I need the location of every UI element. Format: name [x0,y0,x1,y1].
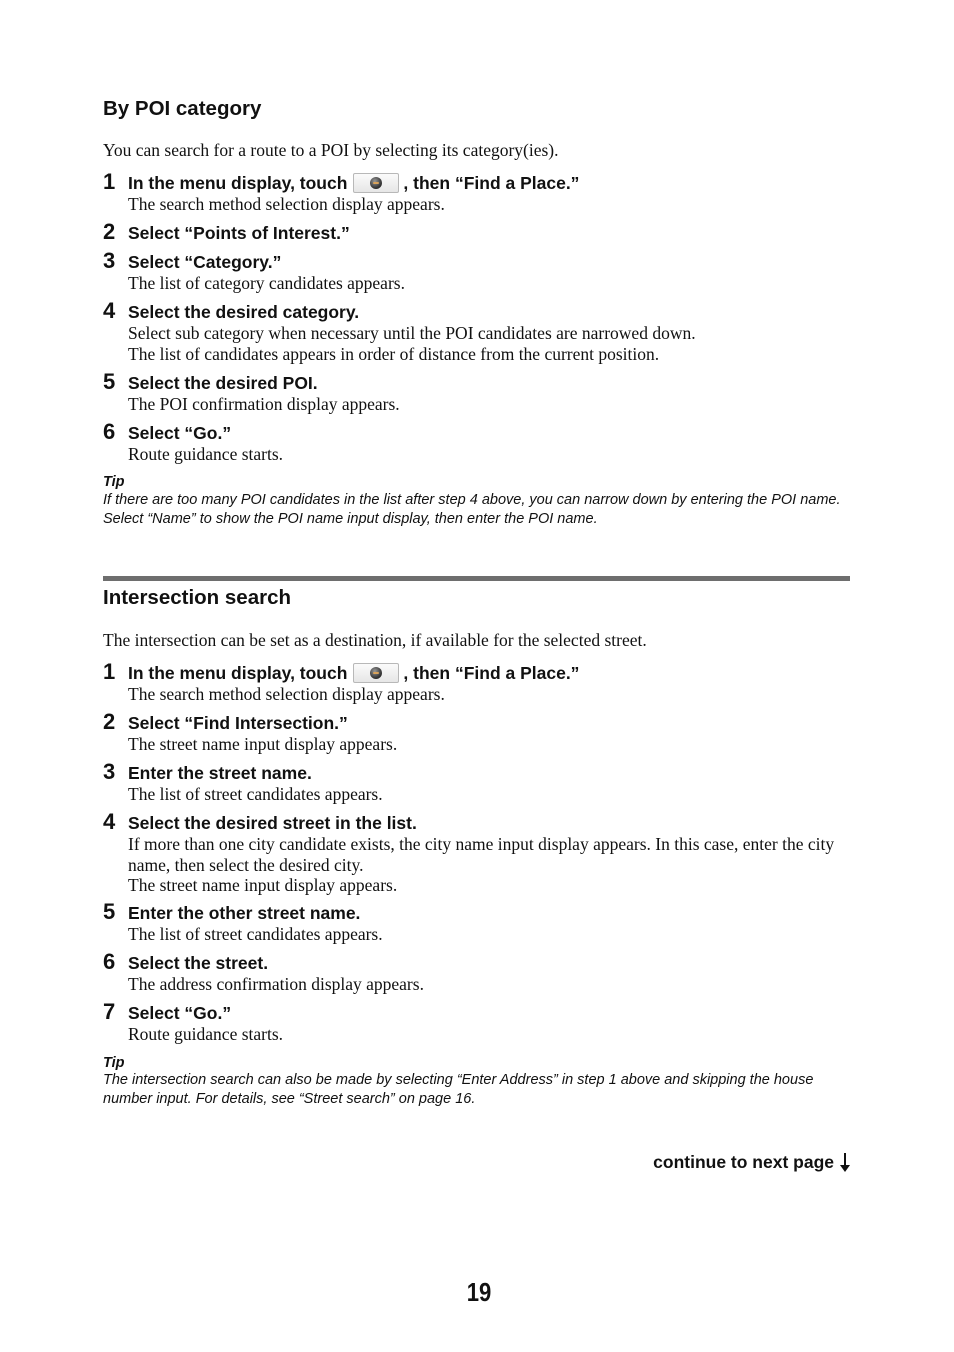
intersection-step-1 [103,659,853,705]
intersection-step-4 [103,809,853,896]
intersection-intro: The intersection can be set as a destination, if available for the selected street. [103,630,647,650]
step-description: The list of category candidates appears. [128,273,405,293]
step-number: 1 [103,659,116,684]
step-title-before: In the menu display, touch [128,173,348,193]
step-number: 4 [103,809,116,834]
step-description: Select sub category when necessary until the POI candidates are narrowed down. [128,323,696,343]
step-number: 1 [103,169,116,194]
step-number: 2 [103,219,116,244]
step-description: The search method selection display appears. [128,684,445,704]
intersection-step-3 [103,759,853,805]
step-number: 6 [103,949,116,974]
step-title: Select “Category.” [128,252,282,272]
step-title-after: , then “Find a Place.” [403,663,580,683]
intersection-step-7 [103,999,853,1045]
section-heading-poi: By POI category [103,97,262,120]
step-title: Enter the street name. [128,763,312,783]
step-description: The address confirmation display appears. [128,974,424,994]
poi-step-4 [103,298,853,364]
tip-text: The intersection search can also be made by selecting “Enter Address” in step 1 above and skipping the house number input. For details, see “Street search” on page 16. [103,1072,814,1107]
step-title: Select the desired POI. [128,373,318,393]
step-number: 6 [103,419,116,444]
tip-text: If there are too many POI candidates in the list after step 4 above, you can narrow down by entering the POI name. Select “Name” to show the POI name input display, then enter the POI name. [103,492,841,527]
step-description: The street name input display appears. [128,875,398,895]
arrow-down-icon [840,1151,850,1173]
step-description: Route guidance starts. [128,1024,284,1044]
tip-label: Tip [103,1055,125,1071]
step-title: Select the desired street in the list. [128,813,417,833]
poi-step-2 [103,219,853,244]
step-title: Select “Go.” [128,423,232,443]
step-description: The list of candidates appears in order of distance from the current position. [128,343,660,364]
menu-globe-icon [353,173,399,193]
step-number: 2 [103,709,116,734]
continue-label: continue to next page [653,1152,834,1172]
step-number: 3 [103,759,116,784]
step-number: 7 [103,999,116,1024]
step-title [128,173,853,194]
step-title: Select “Go.” [128,1003,232,1023]
tip-label: Tip [103,474,125,490]
step-description: Route guidance starts. [128,444,284,464]
step-description: The POI confirmation display appears. [128,394,400,414]
intersection-step-2 [103,709,853,755]
step-title: Select “Find Intersection.” [128,713,348,733]
step-number: 4 [103,298,116,323]
step-title [128,663,853,684]
step-description: The list of street candidates appears. [128,784,383,804]
step-number: 5 [103,369,116,394]
step-title: Select “Points of Interest.” [128,223,350,243]
step-number: 3 [103,248,116,273]
step-number: 5 [103,899,116,924]
continue-to-next-page [653,1151,850,1173]
step-title-before: In the menu display, touch [128,663,348,683]
poi-step-3 [103,248,853,294]
step-title: Select the desired category. [128,302,360,322]
poi-intro: You can search for a route to a POI by selecting its category(ies). [103,140,559,160]
intersection-step-6 [103,949,853,995]
intersection-step-5 [103,899,853,945]
step-title: Select the street. [128,953,269,973]
step-description: The street name input display appears. [128,734,398,754]
menu-globe-icon [353,663,399,683]
step-description: The list of street candidates appears. [128,924,383,944]
step-title: Enter the other street name. [128,903,361,923]
section-heading-intersection: Intersection search [103,586,291,609]
poi-step-6 [103,419,853,465]
page-number: 19 [466,1277,492,1307]
step-description: If more than one city candidate exists, the city name input display appears. In this case, enter the city name, then select the desired city. [128,834,835,875]
step-title-after: , then “Find a Place.” [403,173,580,193]
poi-step-5 [103,369,853,415]
step-description: The search method selection display appears. [128,194,445,214]
poi-step-1 [103,169,853,215]
section-divider [103,576,850,581]
